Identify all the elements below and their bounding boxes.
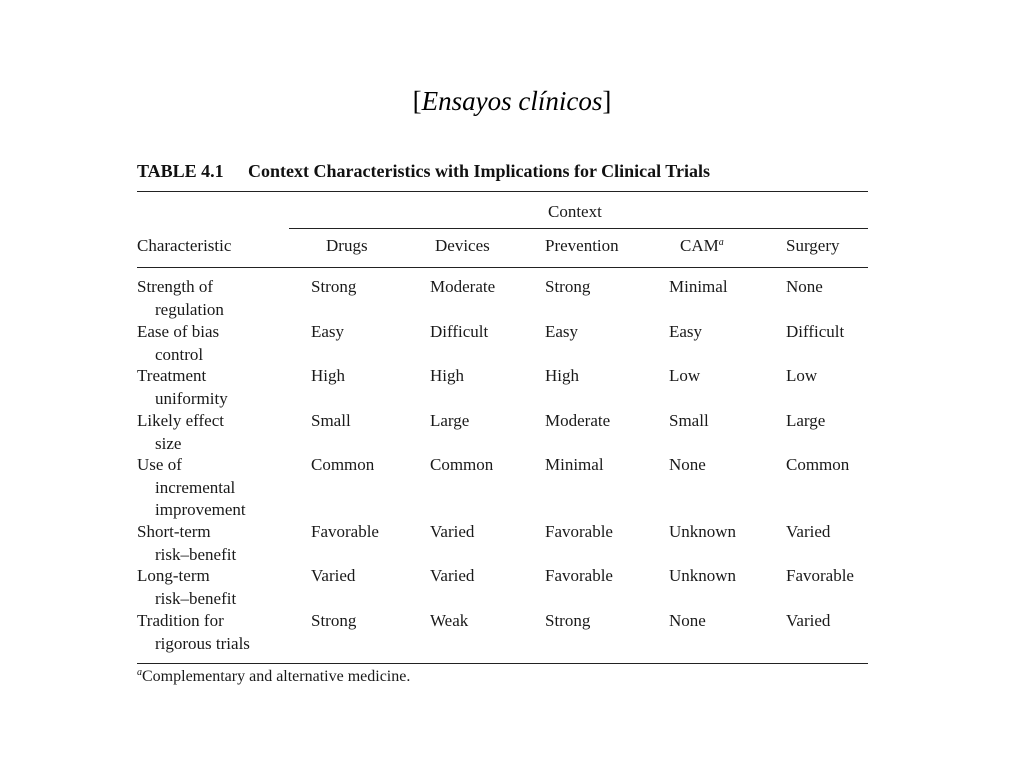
table-number: TABLE 4.1 <box>137 161 224 181</box>
slide-title-text: Ensayos clínicos <box>421 86 603 116</box>
table-cell-surgery: None <box>786 277 823 296</box>
slide-title-open-bracket: [ <box>412 86 422 116</box>
slide-title <box>0 84 1024 118</box>
table-cell-surgery: Low <box>786 366 818 385</box>
table-cell-prevention: High <box>545 366 579 385</box>
table-cell-cam: Unknown <box>669 522 737 541</box>
table-cell-cam: Low <box>669 366 701 385</box>
table-cell-drugs: Varied <box>311 566 356 585</box>
table-cell-prevention: Minimal <box>545 455 604 474</box>
table-cell-devices: Moderate <box>430 277 496 296</box>
table-cell-drugs: Strong <box>311 277 357 296</box>
table-cell-drugs: Favorable <box>311 522 379 541</box>
row-label-line: Strength of <box>137 277 214 296</box>
table-cell-drugs: High <box>311 366 345 385</box>
table-cell-devices: Large <box>430 411 470 430</box>
table-cell-devices: Varied <box>430 566 475 585</box>
row-label-8 <box>137 610 250 655</box>
row-label-line: Tradition for <box>137 611 224 630</box>
table-cell-devices: Weak <box>430 611 469 630</box>
table-cell-surgery: Varied <box>786 522 831 541</box>
cam-footnote-marker: a <box>718 237 724 248</box>
row-label-line: Treatment <box>137 366 207 385</box>
table-cell-cam: Unknown <box>669 566 737 585</box>
table-cell-prevention: Strong <box>545 277 591 296</box>
table-cell-surgery: Difficult <box>786 322 845 341</box>
column-header-prevention: Prevention <box>545 236 619 255</box>
table-caption-text: Context Characteristics with Implications for Clinical Trials <box>248 161 710 181</box>
row-label-4 <box>137 410 224 455</box>
row-label-line: Likely effect <box>137 411 225 430</box>
table-cell-devices: Difficult <box>430 322 489 341</box>
table-cell-prevention: Favorable <box>545 566 613 585</box>
column-header-characteristic: Characteristic <box>137 236 232 255</box>
row-label-line: incremental <box>155 477 236 497</box>
table-cell-devices: Common <box>430 455 494 474</box>
row-label-line: size <box>155 433 182 453</box>
column-header-cam <box>680 235 724 258</box>
footnote-marker: a <box>137 667 142 678</box>
context-spanner-rule <box>289 228 868 229</box>
table-cell-cam: None <box>669 611 706 630</box>
table-bottom-rule <box>137 663 868 664</box>
table-cell-surgery: Large <box>786 411 826 430</box>
table-caption <box>137 161 710 182</box>
table-cell-cam: Small <box>669 411 709 430</box>
table-cell-drugs: Common <box>311 455 375 474</box>
table-cell-surgery: Varied <box>786 611 831 630</box>
table-cell-drugs: Strong <box>311 611 357 630</box>
column-header-cam-label: CAM <box>680 236 719 255</box>
row-label-line: improvement <box>155 500 246 519</box>
table-cell-surgery: Favorable <box>786 566 854 585</box>
context-spanner-heading: Context <box>548 202 602 221</box>
row-label-line: Short-term <box>137 522 211 541</box>
row-label-5 <box>137 454 246 522</box>
table-cell-devices: Varied <box>430 522 475 541</box>
row-label-line: Use of <box>137 455 182 474</box>
slide-title-close-bracket: ] <box>602 86 612 116</box>
row-label-line: risk–benefit <box>155 588 237 608</box>
table-cell-prevention: Strong <box>545 611 591 630</box>
row-label-line: risk–benefit <box>155 544 237 564</box>
column-header-drugs: Drugs <box>326 236 368 255</box>
row-label-line: Ease of bias <box>137 322 220 341</box>
row-label-6 <box>137 521 236 566</box>
table-cell-prevention: Favorable <box>545 522 613 541</box>
table-cell-drugs: Small <box>311 411 351 430</box>
table-cell-prevention: Easy <box>545 322 579 341</box>
row-label-line: uniformity <box>155 388 228 408</box>
footnote-text: Complementary and alternative medicine. <box>142 668 411 685</box>
column-header-surgery: Surgery <box>786 236 840 255</box>
table-footnote <box>137 668 410 686</box>
table-cell-cam: Minimal <box>669 277 728 296</box>
row-label-7 <box>137 565 236 610</box>
table-cell-devices: High <box>430 366 464 385</box>
table-header-rule <box>137 267 868 268</box>
table-cell-prevention: Moderate <box>545 411 611 430</box>
row-label-line: rigorous trials <box>155 633 250 653</box>
table-cell-surgery: Common <box>786 455 850 474</box>
row-label-line: regulation <box>155 299 224 319</box>
table-top-rule <box>137 191 868 192</box>
row-label-2 <box>137 321 219 366</box>
row-label-3 <box>137 365 228 410</box>
table-cell-cam: None <box>669 455 706 474</box>
row-label-1 <box>137 276 224 321</box>
table-cell-cam: Easy <box>669 322 703 341</box>
row-label-line: Long-term <box>137 566 210 585</box>
column-header-devices: Devices <box>435 236 490 255</box>
table-cell-drugs: Easy <box>311 322 345 341</box>
row-label-line: control <box>155 344 204 364</box>
